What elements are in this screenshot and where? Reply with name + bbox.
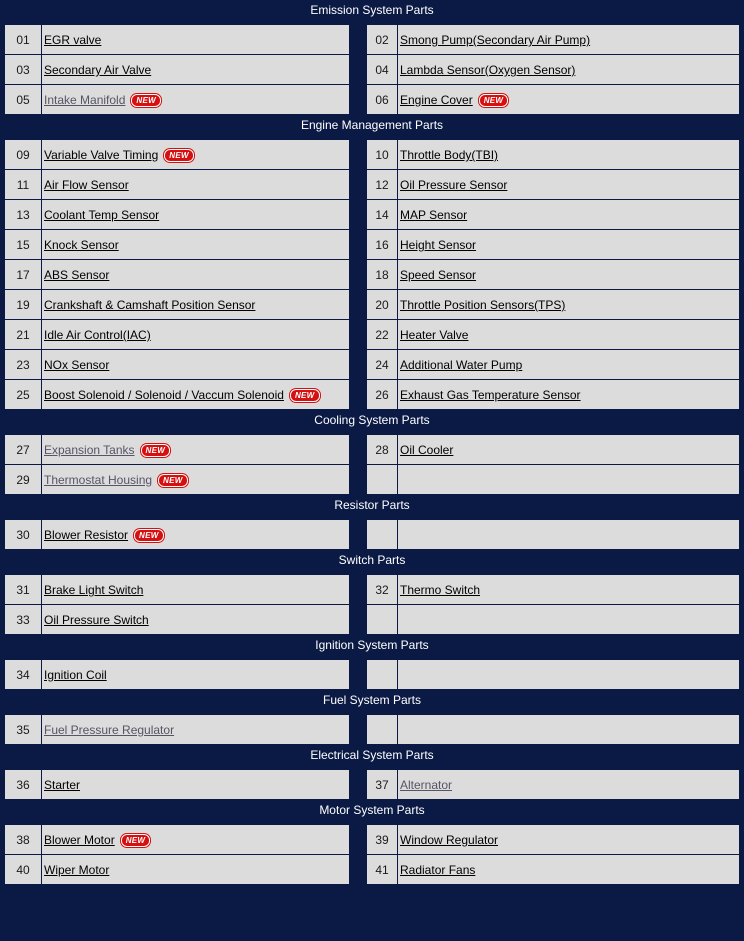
new-badge-icon: NEW bbox=[121, 834, 151, 847]
new-badge-icon: NEW bbox=[479, 94, 509, 107]
part-number: 01 bbox=[16, 33, 30, 47]
part-entry bbox=[400, 62, 575, 78]
part-link[interactable]: Smong Pump(Secondary Air Pump) bbox=[400, 33, 591, 47]
part-number: 04 bbox=[375, 63, 389, 77]
part-number: 11 bbox=[16, 178, 30, 192]
part-number: 05 bbox=[16, 93, 30, 107]
part-link[interactable]: Throttle Body(TBI) bbox=[400, 148, 499, 162]
part-link[interactable]: Coolant Temp Sensor bbox=[44, 208, 160, 222]
part-link[interactable]: MAP Sensor bbox=[400, 208, 468, 222]
part-link[interactable]: Lambda Sensor(Oxygen Sensor) bbox=[400, 63, 576, 77]
part-number-cell bbox=[367, 660, 397, 689]
part-number: 40 bbox=[16, 863, 30, 877]
part-link[interactable]: ABS Sensor bbox=[44, 268, 110, 282]
part-entry bbox=[400, 832, 498, 848]
part-entry bbox=[400, 582, 480, 598]
part-link[interactable]: Window Regulator bbox=[400, 833, 499, 847]
part-number: 19 bbox=[16, 298, 30, 312]
part-entry bbox=[400, 32, 590, 48]
part-entry bbox=[400, 267, 476, 283]
part-link[interactable]: Idle Air Control(IAC) bbox=[44, 328, 151, 342]
part-link[interactable]: Knock Sensor bbox=[44, 238, 119, 252]
part-link[interactable]: Wiper Motor bbox=[44, 863, 110, 877]
new-badge-icon: NEW bbox=[134, 529, 164, 542]
part-entry bbox=[400, 177, 507, 193]
part-number: 13 bbox=[16, 208, 30, 222]
part-entry bbox=[44, 267, 109, 283]
part-link[interactable]: Thermostat Housing bbox=[44, 473, 153, 487]
part-number: 25 bbox=[16, 388, 30, 402]
part-number: 38 bbox=[16, 833, 30, 847]
part-number: 26 bbox=[375, 388, 389, 402]
part-number: 30 bbox=[16, 528, 30, 542]
part-number-cell bbox=[367, 465, 397, 494]
part-entry bbox=[44, 832, 150, 848]
part-entry bbox=[44, 62, 151, 78]
part-entry bbox=[400, 297, 565, 313]
part-entry bbox=[400, 862, 475, 878]
part-number: 29 bbox=[16, 473, 30, 487]
part-entry bbox=[44, 472, 188, 488]
section-title: Ignition System Parts bbox=[315, 638, 429, 652]
part-number: 15 bbox=[16, 238, 30, 252]
part-entry bbox=[44, 357, 109, 373]
section-title: Fuel System Parts bbox=[322, 693, 422, 707]
part-number: 41 bbox=[375, 863, 389, 877]
part-number-cell bbox=[367, 715, 397, 744]
part-number: 39 bbox=[375, 833, 389, 847]
part-link[interactable]: Engine Cover bbox=[400, 93, 473, 107]
part-entry bbox=[44, 667, 107, 683]
part-number: 28 bbox=[375, 443, 389, 457]
part-link[interactable]: EGR valve bbox=[44, 33, 102, 47]
part-entry bbox=[44, 527, 164, 543]
part-name-cell bbox=[398, 520, 739, 549]
part-entry bbox=[400, 777, 452, 793]
part-entry bbox=[400, 92, 508, 108]
part-entry bbox=[44, 147, 194, 163]
part-number-cell bbox=[367, 605, 397, 634]
new-badge-icon: NEW bbox=[141, 444, 171, 457]
part-number: 22 bbox=[375, 328, 389, 342]
part-number: 33 bbox=[16, 613, 30, 627]
part-entry bbox=[400, 327, 468, 343]
part-link[interactable]: Additional Water Pump bbox=[400, 358, 523, 372]
part-entry bbox=[44, 327, 151, 343]
part-number-cell bbox=[367, 520, 397, 549]
section-title: Resistor Parts bbox=[334, 498, 410, 512]
part-entry bbox=[44, 207, 159, 223]
part-entry bbox=[44, 32, 101, 48]
part-number: 12 bbox=[375, 178, 389, 192]
new-badge-icon: NEW bbox=[164, 149, 194, 162]
part-link[interactable]: Blower Motor bbox=[44, 833, 115, 847]
part-number: 02 bbox=[375, 33, 389, 47]
part-link[interactable]: Radiator Fans bbox=[400, 863, 476, 877]
part-name-cell bbox=[398, 660, 739, 689]
part-link[interactable]: Crankshaft & Camshaft Position Sensor bbox=[44, 298, 256, 312]
part-number: 21 bbox=[16, 328, 30, 342]
part-entry bbox=[44, 777, 80, 793]
part-link[interactable]: Exhaust Gas Temperature Sensor bbox=[400, 388, 581, 402]
section-title: Cooling System Parts bbox=[314, 413, 430, 427]
part-link[interactable]: Blower Resistor bbox=[44, 528, 129, 542]
part-name-cell bbox=[42, 770, 349, 799]
section-title: Motor System Parts bbox=[319, 803, 425, 817]
part-link[interactable]: Intake Manifold bbox=[44, 93, 126, 107]
part-entry bbox=[400, 357, 522, 373]
part-link[interactable]: Secondary Air Valve bbox=[44, 63, 152, 77]
part-entry bbox=[44, 237, 119, 253]
part-link[interactable]: Speed Sensor bbox=[400, 268, 477, 282]
part-link[interactable]: Heater Valve bbox=[400, 328, 469, 342]
part-number: 09 bbox=[16, 148, 30, 162]
part-name-cell bbox=[398, 605, 739, 634]
part-number: 14 bbox=[375, 208, 389, 222]
part-link[interactable]: Starter bbox=[44, 778, 81, 792]
part-number: 23 bbox=[16, 358, 30, 372]
section-title: Electrical System Parts bbox=[310, 748, 434, 762]
part-number: 36 bbox=[16, 778, 30, 792]
new-badge-icon: NEW bbox=[290, 389, 320, 402]
part-number: 17 bbox=[16, 268, 30, 282]
part-link[interactable]: Oil Pressure Switch bbox=[44, 613, 149, 627]
part-entry bbox=[44, 582, 143, 598]
part-link[interactable]: NOx Sensor bbox=[44, 358, 110, 372]
part-entry bbox=[44, 862, 109, 878]
part-link[interactable]: Height Sensor bbox=[400, 238, 477, 252]
part-entry bbox=[44, 442, 170, 458]
part-link[interactable]: Variable Valve Timing bbox=[44, 148, 159, 162]
part-link[interactable]: Boost Solenoid / Solenoid / Vaccum Solenoid bbox=[44, 388, 284, 402]
part-number: 24 bbox=[375, 358, 389, 372]
part-link[interactable]: Thermo Switch bbox=[400, 583, 481, 597]
part-number: 37 bbox=[375, 778, 389, 792]
part-link[interactable]: Fuel Pressure Regulator bbox=[44, 723, 175, 737]
section-title: Emission System Parts bbox=[310, 3, 434, 17]
part-entry bbox=[400, 237, 476, 253]
part-entry bbox=[400, 442, 453, 458]
part-number: 34 bbox=[16, 668, 30, 682]
part-link[interactable]: Alternator bbox=[400, 778, 453, 792]
part-entry bbox=[44, 297, 255, 313]
part-entry bbox=[44, 612, 149, 628]
part-number: 27 bbox=[16, 443, 30, 457]
section-title: Engine Management Parts bbox=[300, 118, 444, 132]
section-title: Switch Parts bbox=[338, 553, 406, 567]
part-number: 35 bbox=[16, 723, 30, 737]
part-link[interactable]: Throttle Position Sensors(TPS) bbox=[400, 298, 566, 312]
part-entry bbox=[44, 722, 174, 738]
part-link[interactable]: Air Flow Sensor bbox=[44, 178, 129, 192]
part-entry bbox=[400, 207, 467, 223]
part-number: 10 bbox=[375, 148, 389, 162]
part-number: 18 bbox=[375, 268, 389, 282]
part-link[interactable]: Expansion Tanks bbox=[44, 443, 135, 457]
part-entry bbox=[44, 92, 161, 108]
part-link[interactable]: Oil Cooler bbox=[400, 443, 454, 457]
part-number: 16 bbox=[375, 238, 389, 252]
part-name-cell bbox=[398, 715, 739, 744]
part-number: 31 bbox=[16, 583, 30, 597]
part-entry bbox=[400, 387, 581, 403]
part-link[interactable]: Ignition Coil bbox=[44, 668, 107, 682]
part-number: 03 bbox=[16, 63, 30, 77]
part-entry bbox=[400, 147, 498, 163]
part-number: 32 bbox=[375, 583, 389, 597]
part-entry bbox=[44, 387, 320, 403]
new-badge-icon: NEW bbox=[131, 94, 161, 107]
new-badge-icon: NEW bbox=[158, 474, 188, 487]
part-number: 06 bbox=[375, 93, 389, 107]
part-name-cell bbox=[398, 465, 739, 494]
part-number: 20 bbox=[375, 298, 389, 312]
part-link[interactable]: Oil Pressure Sensor bbox=[400, 178, 508, 192]
part-link[interactable]: Brake Light Switch bbox=[44, 583, 144, 597]
part-entry bbox=[44, 177, 129, 193]
